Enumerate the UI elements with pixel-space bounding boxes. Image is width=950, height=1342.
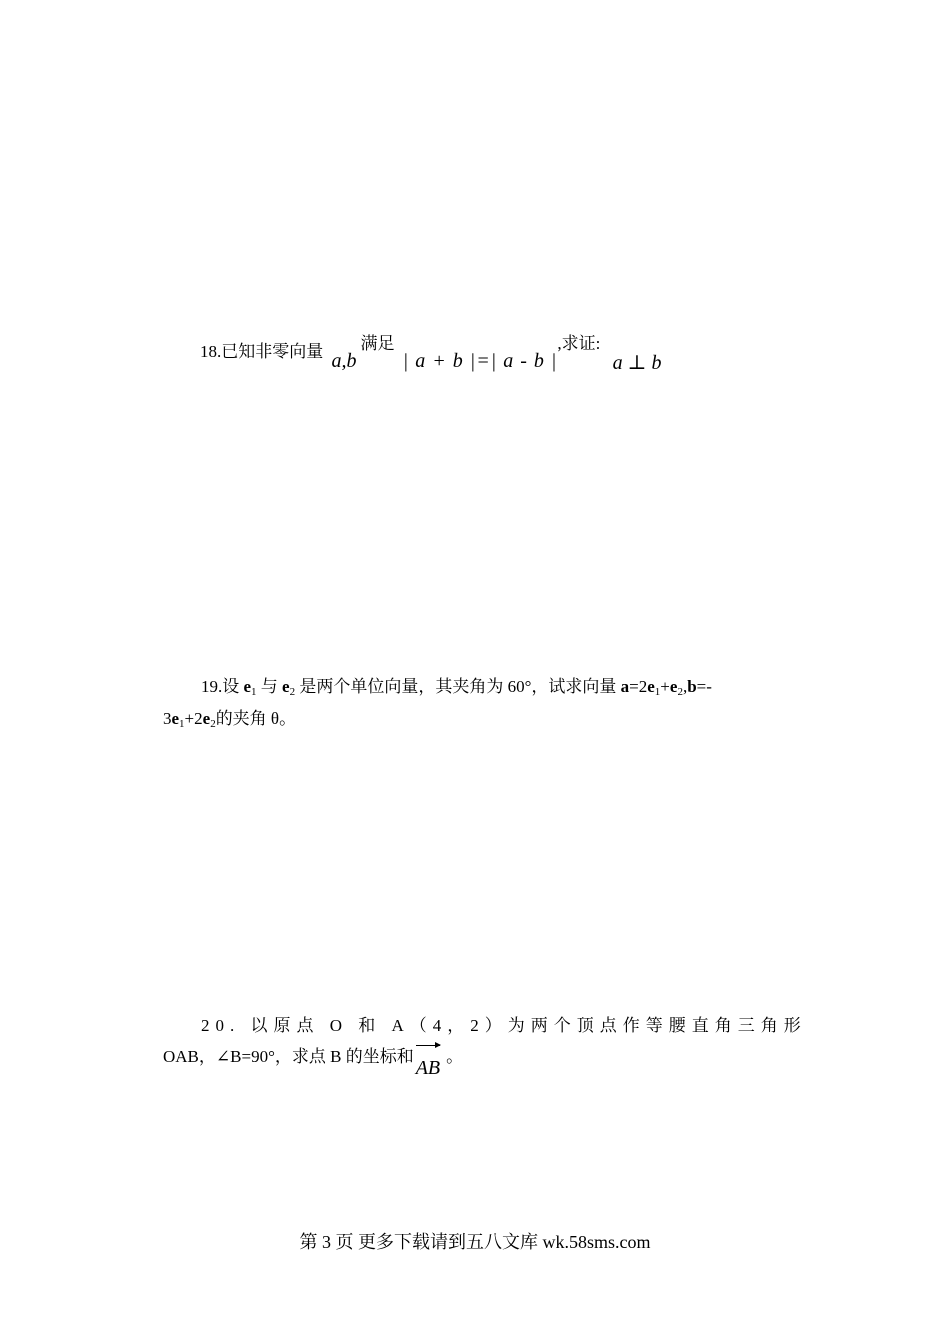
q20-end: 。	[446, 1047, 464, 1066]
q19-e1: e	[243, 677, 252, 696]
q19-a-e2-sub: 2	[677, 686, 683, 698]
q19-b: b	[687, 677, 697, 696]
q18-vars: a,b	[331, 350, 357, 372]
q19-number: 19.	[201, 677, 223, 696]
q19-text-end: 的夹角 θ。	[215, 709, 297, 728]
q19-a-e1: e	[647, 677, 655, 696]
question-18	[200, 334, 662, 374]
q19-b-e2: e	[202, 709, 211, 728]
vector-arrow-icon	[416, 1045, 440, 1046]
q19-b-e2-sub: 2	[210, 718, 216, 730]
q19-e2: e	[282, 677, 290, 696]
q19-b-e1: e	[171, 709, 180, 728]
q18-text-known: 已知非零向量	[221, 342, 324, 361]
q20-vector-label: AB	[415, 1057, 441, 1079]
q19-plus-2: +2	[184, 709, 203, 728]
q18-text-satisfy: 满足	[360, 334, 395, 353]
page-footer: 第 3 页 更多下载请到五八文库 wk.58sms.com	[299, 1232, 651, 1252]
q19-plus: +	[660, 677, 670, 696]
q20-line1: 20. 以原点 O 和 A（4，2）为两个顶点作等腰直角三角形	[201, 1016, 807, 1035]
q20-vector-ab	[416, 1053, 440, 1083]
q19-three: 3	[163, 709, 172, 728]
q19-comma: ,	[682, 677, 688, 696]
q18-number: 18.	[200, 342, 222, 361]
q19-eq-2: =2	[629, 677, 648, 696]
q18-condition: | a + b |=| a - b |	[402, 350, 558, 372]
q19-e1-sub: 1	[251, 686, 257, 698]
question-20	[163, 1011, 807, 1079]
q19-a-e2: e	[669, 677, 678, 696]
q20-line2: OAB，∠B=90°，求点 B 的坐标和	[163, 1047, 414, 1066]
q18-text-prove: ,求证:	[557, 334, 601, 353]
q19-text-let: 设	[222, 677, 240, 696]
q19-text-main: 是两个单位向量，其夹角为 60°，试求向量	[299, 677, 617, 696]
q19-a-e1-sub: 1	[654, 686, 661, 698]
q19-text-and: 与	[260, 677, 278, 696]
q19-e2-sub: 2	[289, 686, 296, 698]
question-19	[163, 672, 785, 736]
q19-b-e1-sub: 1	[179, 718, 185, 730]
q19-a: a	[620, 677, 630, 696]
q18-goal: a ⊥ b	[612, 352, 662, 374]
q19-eq-neg: =-	[696, 677, 712, 696]
